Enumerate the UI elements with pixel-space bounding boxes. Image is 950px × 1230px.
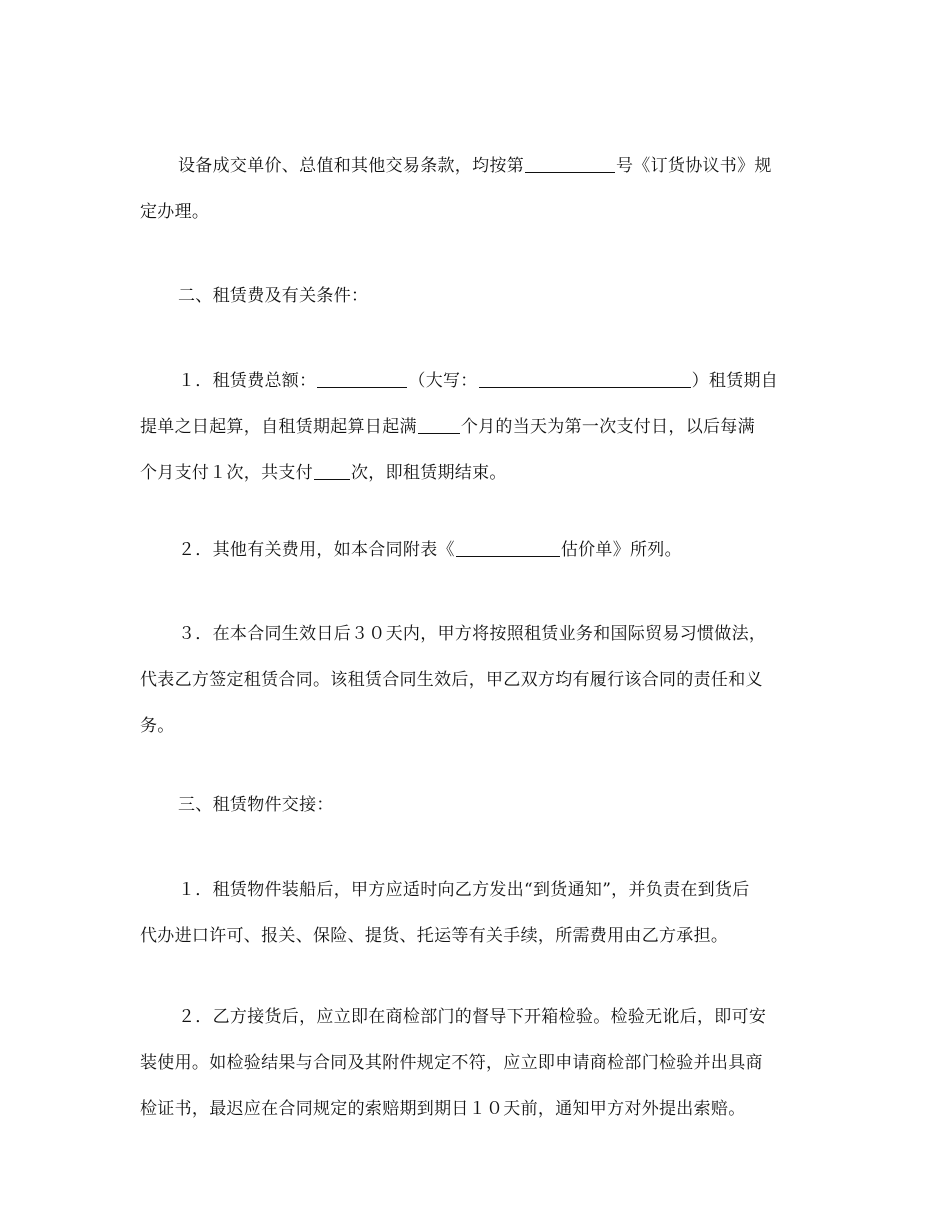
order-number-blank xyxy=(525,152,615,173)
text-line: 代办进口许可、报关、保险、提货、托运等有关手续，所需费用由乙方承担。 xyxy=(140,926,729,946)
text-line: 检证书，最迟应在合同规定的索赔期到期日１０天前，通知甲方对外提出索赔。 xyxy=(140,1099,746,1119)
section-heading-handover xyxy=(140,782,812,828)
text-segment: 个月的当天为第一次支付日，以后每满 xyxy=(460,417,755,437)
text-line xyxy=(140,404,812,450)
text-segment: 个月支付１次，共支付 xyxy=(140,463,313,483)
text-segment: （大写： xyxy=(408,371,478,391)
total-amount-blank xyxy=(317,367,407,388)
text-segment: 设备成交单价、总值和其他交易条款，均按第 xyxy=(178,156,524,176)
text-segment: ）租赁期自 xyxy=(691,371,779,391)
heading-text: 二、租赁费及有关条件： xyxy=(178,286,369,306)
text-line xyxy=(140,189,812,235)
paragraph-rental-total xyxy=(140,358,812,496)
text-segment: 次，即租赁期结束。 xyxy=(351,463,507,483)
section-heading-rental-fees xyxy=(140,273,812,319)
text-line: ３．在本合同生效日后３０天内，甲方将按照租赁业务和国际贸易习惯做法， xyxy=(178,624,767,644)
paragraph-inspection xyxy=(140,994,812,1132)
text-segment: １．租赁费总额： xyxy=(178,371,317,391)
text-segment: ２．其他有关费用，如本合同附表《 xyxy=(178,540,455,560)
text-line xyxy=(140,358,812,404)
text-line: 装使用。如检验结果与合同及其附件规定不符，应立即申请商检部门检验并出具商 xyxy=(140,1053,763,1073)
text-line: 代表乙方签定租赁合同。该租赁合同生效后，甲乙双方均有履行该合同的责任和义 xyxy=(140,670,763,690)
payment-count-blank xyxy=(314,459,350,480)
text-line: ２．乙方接货后，应立即在商检部门的督导下开箱检验。检验无讹后，即可安 xyxy=(178,1007,767,1027)
paragraph-lease-contract xyxy=(140,611,812,749)
amount-in-words-blank xyxy=(479,367,691,388)
text-line: 务。 xyxy=(140,716,175,736)
estimate-name-blank xyxy=(456,536,560,557)
paragraph-other-fees xyxy=(140,527,812,573)
paragraph-shipping-notice xyxy=(140,867,812,959)
paragraph-transaction-terms xyxy=(140,143,812,235)
text-segment: 定办理。 xyxy=(140,202,210,222)
text-line xyxy=(140,450,812,496)
text-segment: 提单之日起算，自租赁期起算日起满 xyxy=(140,417,417,437)
text-segment: 号《订货协议书》规 xyxy=(616,156,772,176)
months-blank xyxy=(418,413,460,434)
text-line xyxy=(140,143,812,189)
text-line xyxy=(140,527,812,573)
heading-text: 三、租赁物件交接： xyxy=(178,795,334,815)
text-line: １．租赁物件装船后，甲方应适时向乙方发出“到货通知”，并负责在到货后 xyxy=(178,880,750,900)
text-segment: 估价单》所列。 xyxy=(560,540,682,560)
